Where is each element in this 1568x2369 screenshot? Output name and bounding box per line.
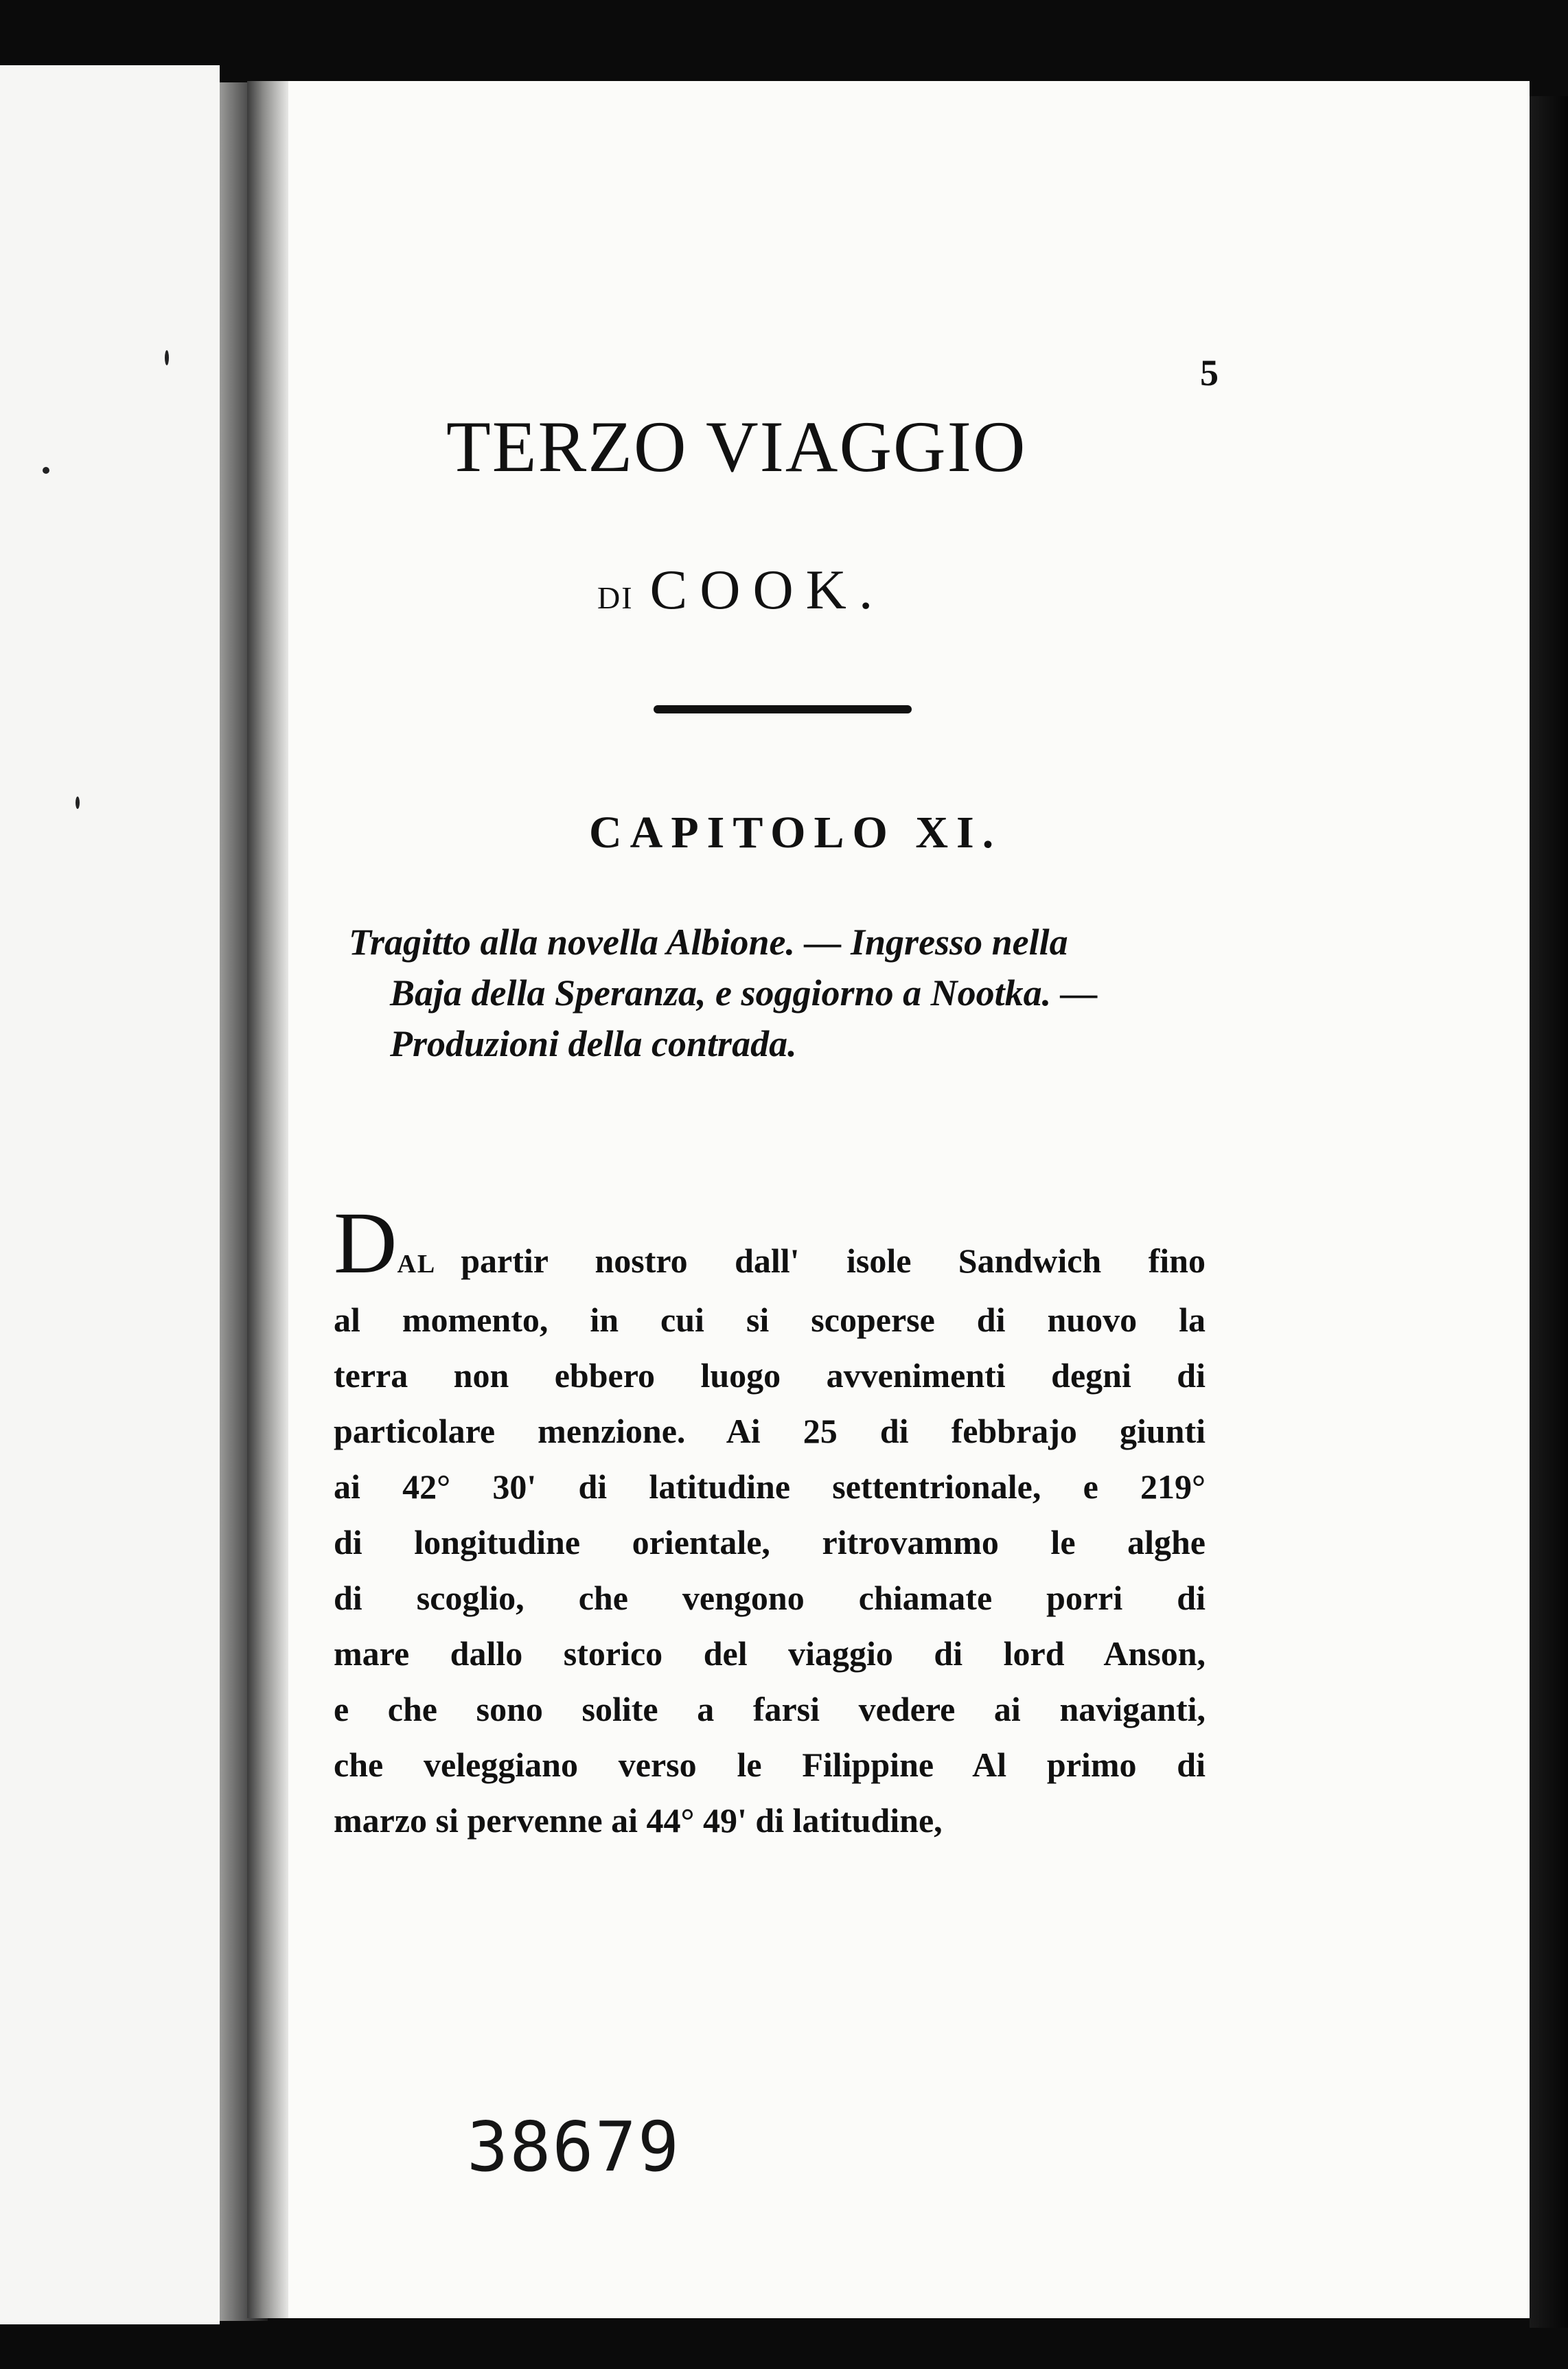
subtitle-prefix: DI — [597, 580, 634, 615]
body-line-text: partir nostro dall' isole Sandwich fino — [461, 1241, 1206, 1280]
summary-line: Tragitto alla novella Albione. — Ingresso nella — [349, 922, 1068, 963]
page-gutter — [247, 81, 288, 2318]
subtitle-name: COOK. — [649, 558, 886, 621]
speck — [76, 797, 80, 809]
body-line: marzo si pervenne ai 44° 49' di latitudine, — [334, 1801, 943, 1840]
body-line — [334, 1194, 1206, 1292]
facing-page — [0, 65, 220, 2324]
body-paragraph — [334, 1194, 1206, 1849]
chapter-summary — [349, 917, 1241, 1069]
opening-smallcaps: AL — [397, 1250, 437, 1279]
page-edge — [1530, 96, 1568, 2328]
body-line: al momento, in cui si scoperse di nuovo la — [334, 1301, 1206, 1339]
body-line: di longitudine orientale, ritrovammo le alghe — [334, 1523, 1206, 1561]
body-line: ai 42° 30' di latitudine settentrionale, e 219° — [334, 1467, 1206, 1506]
book-subtitle — [597, 558, 982, 622]
summary-line: Baja della Speranza, e soggiorno a Nootka. — — [390, 972, 1098, 1014]
chapter-heading: CAPITOLO XI. — [589, 808, 1002, 858]
body-line: e che sono solite a farsi vedere ai naviganti, — [334, 1690, 1206, 1728]
body-line: mare dallo storico del viaggio di lord Anson, — [334, 1634, 1206, 1673]
body-line: terra non ebbero luogo avvenimenti degni di — [334, 1356, 1206, 1395]
speck — [165, 350, 169, 365]
title-divider — [654, 705, 912, 713]
speck — [43, 467, 49, 474]
catalog-stamp: 38679 — [467, 2107, 681, 2187]
body-line: particolare menzione. Ai 25 di febbrajo giunti — [334, 1412, 1206, 1450]
page-number: 5 — [1200, 352, 1219, 393]
body-line: di scoglio, che vengono chiamate porri di — [334, 1579, 1206, 1617]
book-title: TERZO VIAGGIO — [446, 407, 1027, 487]
summary-line: Produzioni della contrada. — [390, 1023, 797, 1064]
drop-cap: D — [334, 1194, 397, 1292]
body-line: che veleggiano verso le Filippine Al primo di — [334, 1746, 1206, 1784]
